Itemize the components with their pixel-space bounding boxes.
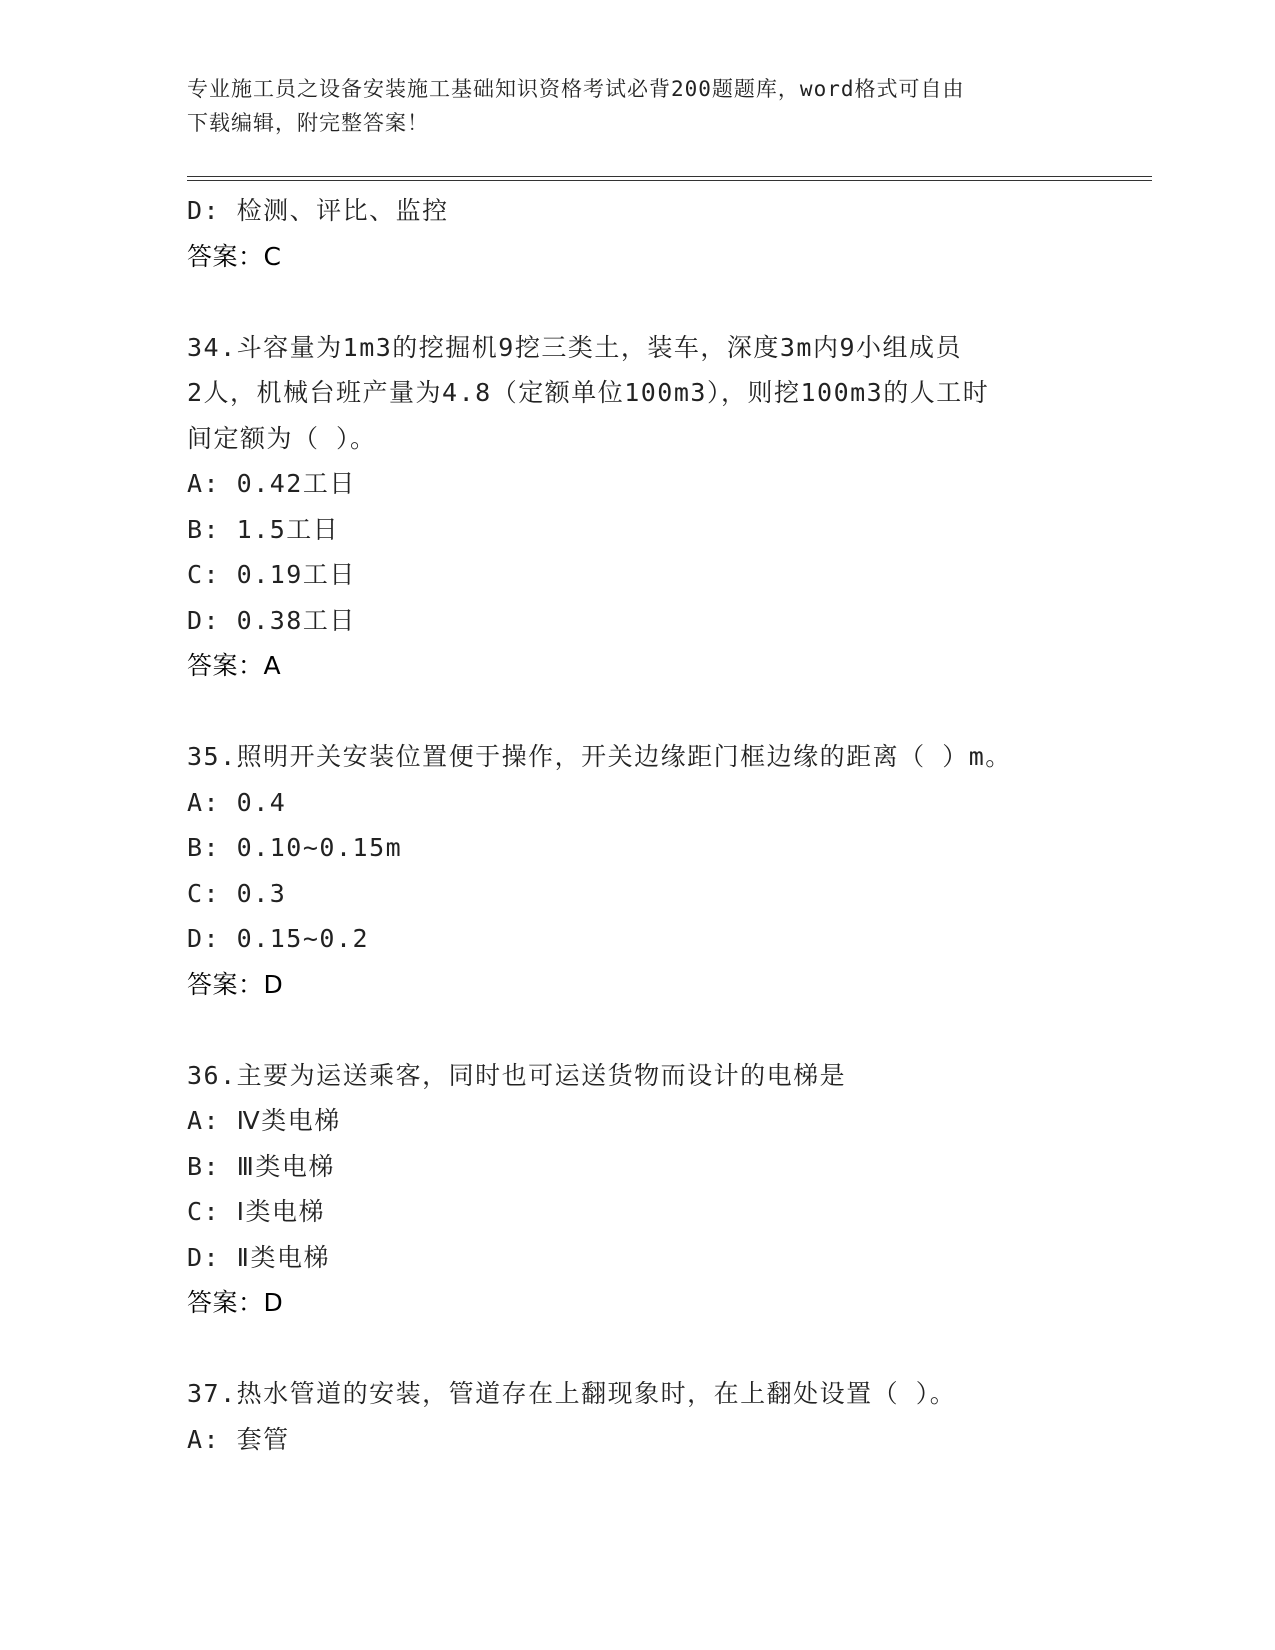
option-c: C: 0.3: [187, 878, 287, 908]
option-b: B: Ⅲ类电梯: [187, 1151, 335, 1181]
question-stem-line: 35.照明开关安装位置便于操作，开关边缘距门框边缘的距离（ ）m。: [187, 742, 1012, 771]
header-divider: [187, 176, 1152, 181]
header-line-1: 专业施工员之设备安装施工基础知识资格考试必背200题题库，word格式可自由: [187, 77, 965, 101]
option-b: B: 1.5工日: [187, 514, 340, 544]
question-34: [187, 325, 1152, 689]
option-b: B: 0.10~0.15m: [187, 833, 403, 862]
spacer: [187, 1007, 1152, 1053]
spacer: [187, 279, 1152, 325]
document-header: [187, 72, 1087, 140]
option-a: A: 0.4: [187, 787, 287, 817]
question-stem-line: 2人，机械台班产量为4.8（定额单位100m3），则挖100m3的人工时: [187, 378, 990, 407]
question-stem-line: 间定额为（ ）。: [187, 423, 377, 453]
header-line-2: 下载编辑，附完整答案！: [187, 111, 429, 135]
question-list: [187, 188, 1152, 1462]
option-d: D: 0.15~0.2: [187, 924, 370, 953]
option-d: D: 检测、评比、监控: [187, 196, 449, 225]
question-36: [187, 1053, 1152, 1326]
option-d: D: Ⅱ类电梯: [187, 1242, 330, 1272]
option-d: D: 0.38工日: [187, 605, 356, 635]
option-c: C: 0.19工日: [187, 560, 356, 589]
question-stem-line: 34.斗容量为1m3的挖掘机9挖三类土，装车，深度3m内9小组成员: [187, 332, 963, 362]
answer-label: 答案：C: [187, 241, 282, 271]
answer-label: 答案：D: [187, 1288, 284, 1317]
question-37: [187, 1371, 1152, 1462]
option-a: A: Ⅳ类电梯: [187, 1106, 341, 1135]
answer-label: 答案：A: [187, 651, 282, 680]
answer-label: 答案：D: [187, 969, 284, 999]
question-35: [187, 734, 1152, 1007]
option-a: A: 0.42工日: [187, 469, 356, 498]
question-33-tail: [187, 188, 1152, 279]
option-c: C: Ⅰ类电梯: [187, 1197, 326, 1226]
spacer: [187, 1326, 1152, 1372]
question-stem-line: 36.主要为运送乘客，同时也可运送货物而设计的电梯是: [187, 1060, 847, 1090]
spacer: [187, 689, 1152, 735]
question-stem-line: 37.热水管道的安装，管道存在上翻现象时，在上翻处设置（ ）。: [187, 1379, 957, 1408]
option-a: A: 套管: [187, 1424, 290, 1454]
